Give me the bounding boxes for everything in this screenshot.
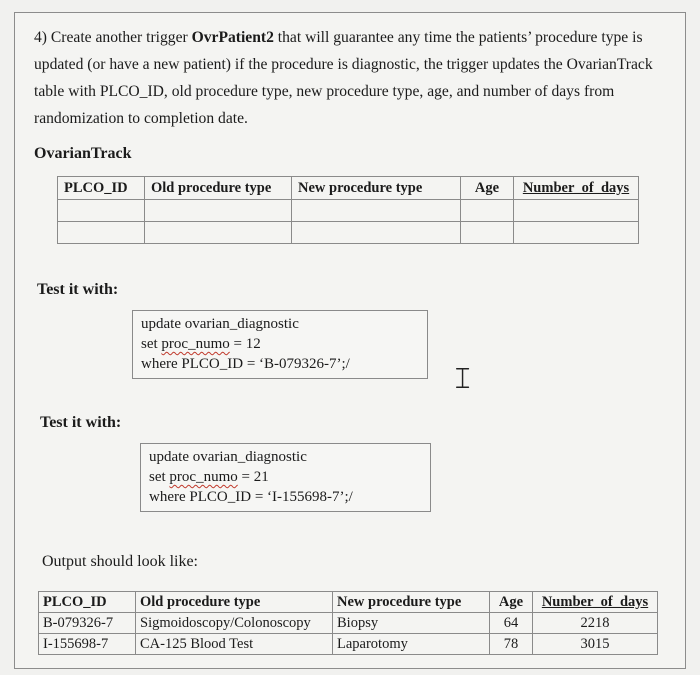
column-header: Old procedure type [145,177,292,200]
column-header: Old procedure type [136,592,333,613]
code-line: update ovarian_diagnostic [141,316,299,332]
column-header: New procedure type [333,592,490,613]
table-cell: Biopsy [333,613,490,634]
table-cell [58,200,145,222]
table-cell: CA-125 Blood Test [136,634,333,655]
column-header: Number_of_days [514,177,639,200]
table-row [39,634,658,655]
test1-code-box [132,310,428,379]
test2-label: Test it with: [40,414,122,431]
question-body: that will guarantee any time the patients’ procedure type is updated (or have a new patient) if the procedure is diagnostic, the trigger updates the OvarianTrack table with PLCO_ID, old procedure type, new procedure type, age, and number of days from randomization to completion date. [34,29,653,127]
table-header-row [39,592,658,613]
column-header: Number_of_days [533,592,658,613]
text-cursor-icon: 𝙸 [452,361,474,396]
table-cell: B-079326-7 [39,613,136,634]
table-row [39,613,658,634]
code-line: update ovarian_diagnostic [149,449,307,465]
table-row [58,200,639,222]
table-cell: 3015 [533,634,658,655]
table-heading: OvarianTrack [34,145,132,162]
table-header-row [58,177,639,200]
table-cell: 64 [490,613,533,634]
code-line: set proc_numo = 12 [141,336,261,352]
table-cell: 2218 [533,613,658,634]
table-cell [514,222,639,244]
test2-code-box [140,443,431,512]
table-cell [145,200,292,222]
table-cell [461,222,514,244]
output-table [38,591,658,655]
question-prefix: 4) Create another trigger [34,29,192,46]
column-header: New procedure type [292,177,461,200]
table-cell [461,200,514,222]
code-line: set proc_numo = 21 [149,469,269,485]
question-text [34,24,674,132]
table-cell: 78 [490,634,533,655]
table-cell [145,222,292,244]
table-cell [58,222,145,244]
table-cell: I-155698-7 [39,634,136,655]
table-cell: Laparotomy [333,634,490,655]
column-header: PLCO_ID [39,592,136,613]
column-header: Age [461,177,514,200]
code-line: where PLCO_ID = ‘I-155698-7’;/ [149,489,353,505]
column-header: PLCO_ID [58,177,145,200]
table-cell [292,222,461,244]
table-cell [292,200,461,222]
table-row [58,222,639,244]
output-label: Output should look like: [42,553,198,570]
trigger-name: OvrPatient2 [191,29,274,46]
code-line: where PLCO_ID = ‘B-079326-7’;/ [141,356,350,372]
ovarian-track-table [57,176,639,244]
test1-label: Test it with: [37,281,119,298]
column-header: Age [490,592,533,613]
table-cell [514,200,639,222]
table-cell: Sigmoidoscopy/Colonoscopy [136,613,333,634]
